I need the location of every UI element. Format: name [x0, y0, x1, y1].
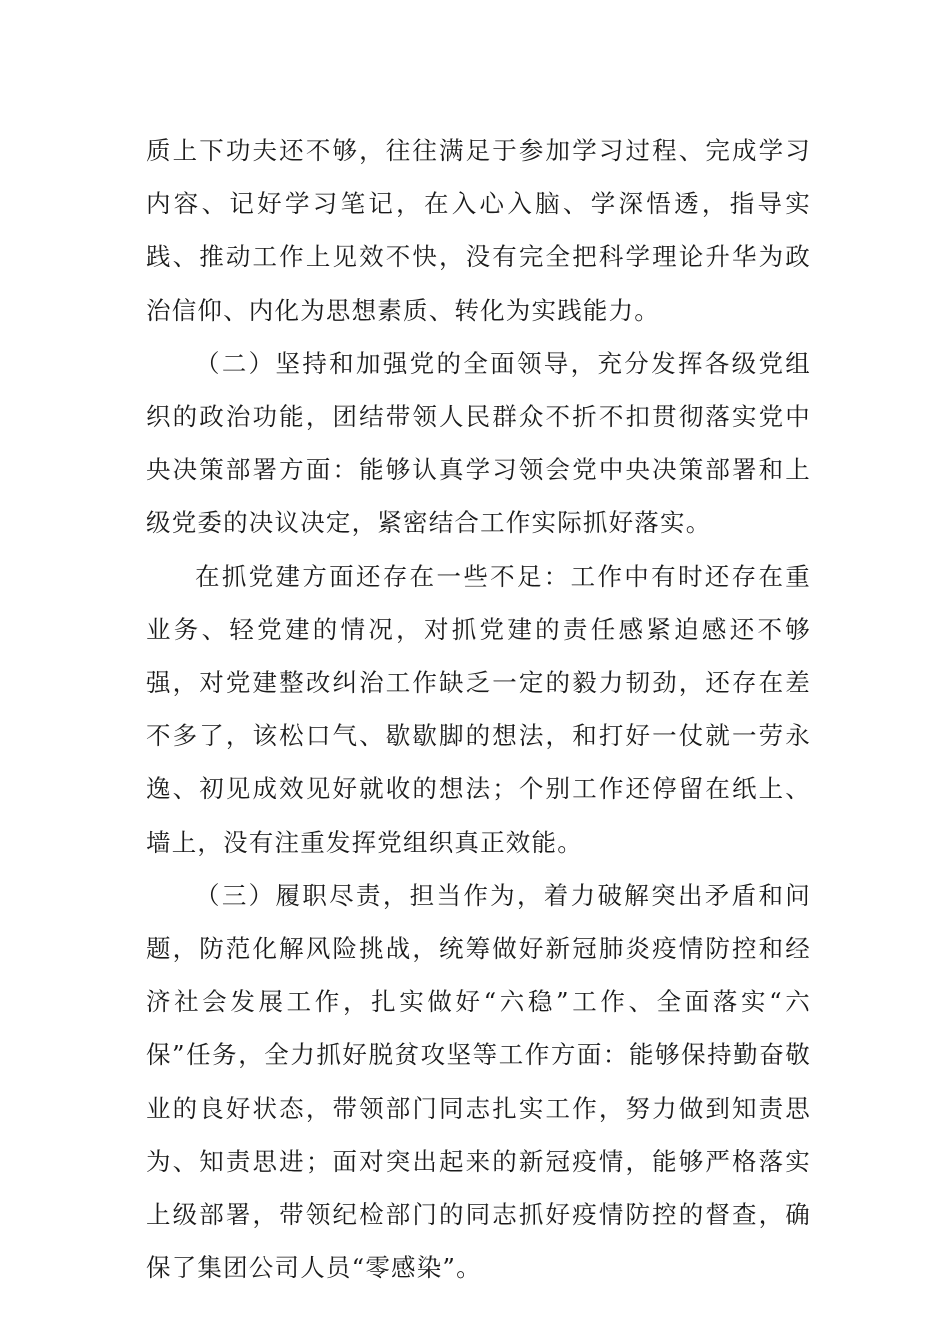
paragraph-section-two: （二）坚持和加强党的全面领导，充分发挥各级党组织的政治功能，团结带领人民群众不折不扣贯彻落实党中央决策部署方面：能够认真学习领会党中央决策部署和上级党委的决议决定，紧密结合工作实际抓好落实。	[146, 348, 811, 538]
paragraph-section-three: （三）履职尽责，担当作为，着力破解突出矛盾和问题，防范化解风险挑战，统筹做好新冠肺炎疫情防控和经济社会发展工作，扎实做好“六稳”工作、全面落实“六保”任务，全力抓好脱贫攻坚等工作方面：能够保持勤奋敬业的良好状态，带领部门同志扎实工作，努力做到知责思为、知责思进；面对突出起来的新冠疫情，能够严格落实上级部署，带领纪检部门的同志抓好疫情防控的督查，确保了集团公司人员“零感染”。	[146, 880, 811, 1283]
document-body	[146, 124, 811, 1294]
paragraph-party-building-shortcomings: 在抓党建方面还存在一些不足：工作中有时还存在重业务、轻党建的情况，对抓党建的责任感紧迫感还不够强，对党建整改纠治工作缺乏一定的毅力韧劲，还存在差不多了，该松口气、歇歇脚的想法，和打好一仗就一劳永逸、初见成效见好就收的想法；个别工作还停留在纸上、墙上，没有注重发挥党组织真正效能。	[146, 561, 811, 857]
paragraph-continuation: 质上下功夫还不够，往往满足于参加学习过程、完成学习内容、记好学习笔记，在入心入脑、学深悟透，指导实践、推动工作上见效不快，没有完全把科学理论升华为政治信仰、内化为思想素质、转化为实践能力。	[146, 136, 811, 325]
